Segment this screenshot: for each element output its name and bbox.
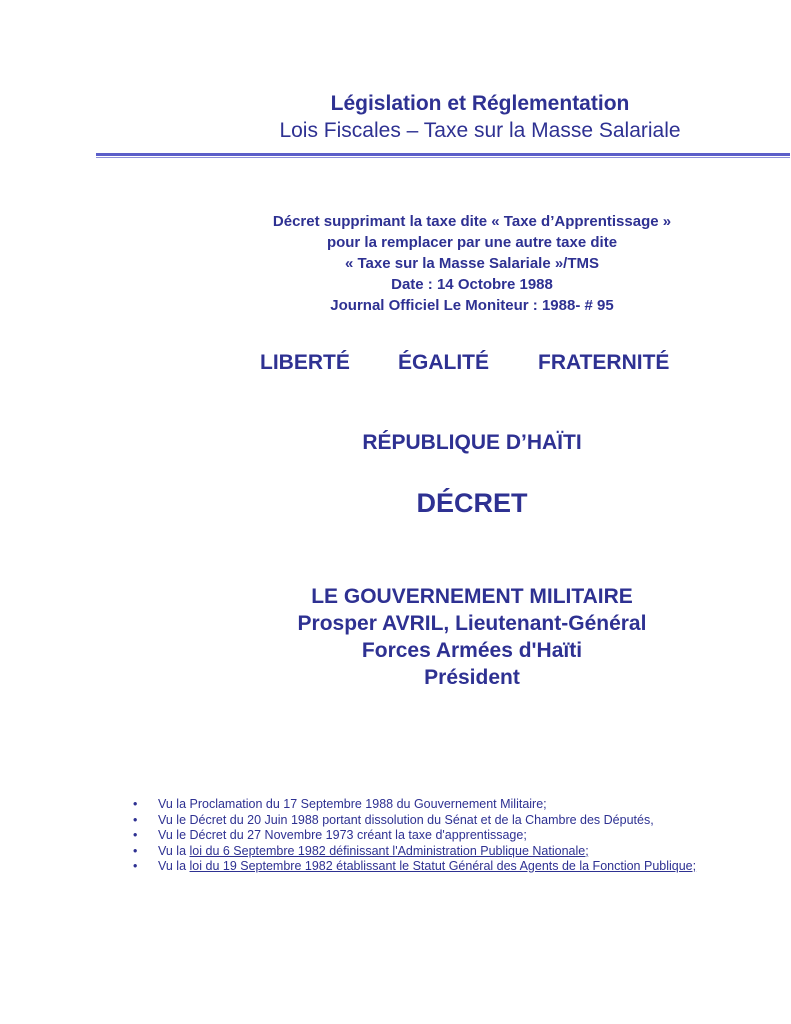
list-item	[130, 844, 698, 860]
list-item-prefix: Vu la	[158, 859, 190, 873]
header-divider-thin	[96, 157, 790, 158]
header-divider	[96, 153, 790, 156]
government-block	[160, 583, 784, 691]
decree-summary-line: pour la remplacer par une autre taxe dite	[326, 234, 618, 251]
page-title: Législation et Réglementation	[330, 92, 630, 115]
decree-summary-line: « Taxe sur la Masse Salariale »/TMS	[344, 255, 600, 272]
decree-summary-line: Décret supprimant la taxe dite « Taxe d’Apprentissage »	[272, 213, 672, 230]
government-role: Président	[424, 666, 520, 689]
government-title: LE GOUVERNEMENT MILITAIRE	[311, 585, 633, 608]
decree-heading: DÉCRET	[416, 488, 528, 518]
list-item: • Vu la Proclamation du 17 Septembre 1988 du Gouvernement Militaire;	[130, 797, 698, 813]
motto-fraternite: FRATERNITÉ	[538, 351, 670, 374]
republic-heading: RÉPUBLIQUE D’HAÏTI	[362, 431, 582, 454]
law-link-1982-09-06[interactable]: loi du 6 Septembre 1982 définissant l'Administration Publique Nationale;	[189, 843, 589, 858]
list-item: • Vu le Décret du 20 Juin 1988 portant dissolution du Sénat et de la Chambre des Députés,	[130, 813, 698, 829]
list-item-prefix: Vu la	[158, 843, 190, 858]
decree-summary	[160, 211, 784, 316]
page-subtitle: Lois Fiscales – Taxe sur la Masse Salariale	[279, 119, 681, 142]
motto-egalite: ÉGALITÉ	[398, 351, 490, 374]
motto-liberte: LIBERTÉ	[260, 351, 350, 374]
government-forces: Forces Armées d'Haïti	[361, 639, 583, 662]
law-link-1982-09-19[interactable]: loi du 19 Septembre 1982 établissant le Statut Général des Agents de la Fonction Publique;	[189, 859, 697, 873]
decree-journal-reference: Journal Officiel Le Moniteur : 1988- # 95	[330, 297, 614, 314]
government-leader: Prosper AVRIL, Lieutenant-Général	[297, 612, 647, 635]
decree-date: Date : 14 Octobre 1988	[391, 276, 553, 293]
considerations-list	[130, 797, 698, 875]
list-item	[130, 859, 698, 875]
list-item: • Vu le Décret du 27 Novembre 1973 créant la taxe d'apprentissage;	[130, 828, 698, 844]
